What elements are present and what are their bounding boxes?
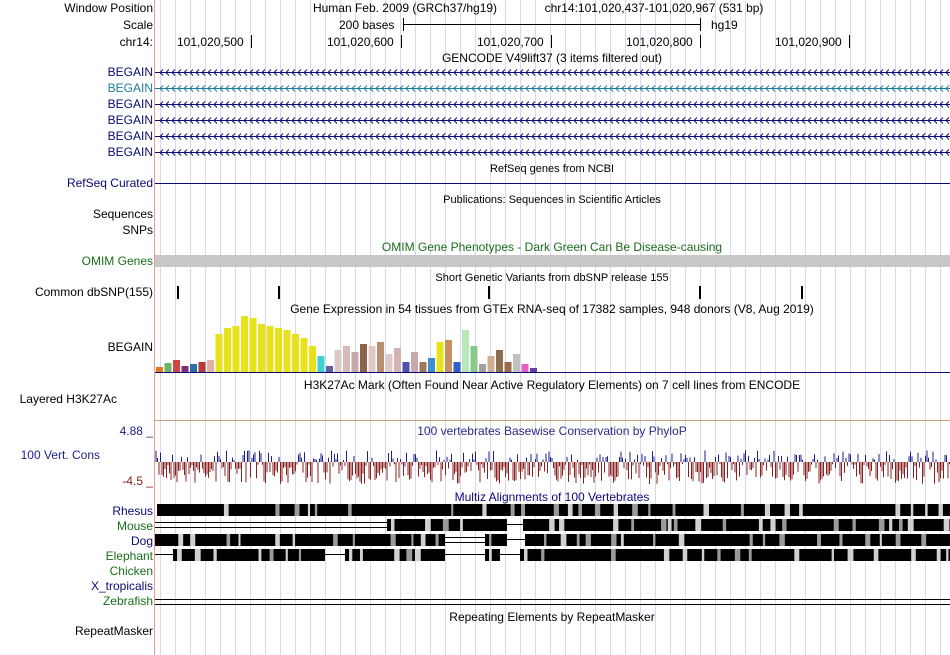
elephant-alignment-mismatch <box>937 549 941 561</box>
dog-alignment-block <box>155 534 445 546</box>
ruler-tick-label-3: 101,020,700 <box>477 35 544 49</box>
elephant-alignment-mismatch <box>489 549 492 561</box>
elephant-alignment-mismatch <box>717 549 720 561</box>
gtex-tissue-bar <box>505 362 512 372</box>
mouse-alignment-mismatch <box>944 519 950 531</box>
chrom-label: chr14: <box>119 35 153 49</box>
gencode-item-label-1[interactable]: BEGAIN <box>107 65 153 79</box>
gtex-tissue-bar <box>318 356 325 372</box>
dbsnp-variant-mark <box>699 286 701 299</box>
gtex-tissue-bar <box>513 354 520 372</box>
dog-alignment-mismatch <box>865 534 870 546</box>
gtex-tissue-bar <box>377 342 384 372</box>
mouse-alignment-mismatch <box>908 519 914 531</box>
phylop-min-label: -4.5 _ <box>122 474 153 488</box>
elephant-alignment-mismatch <box>259 549 262 561</box>
gtex-tissue-bar <box>301 338 308 372</box>
elephant-alignment-mismatch <box>911 549 916 561</box>
elephant-alignment-mismatch <box>832 549 834 561</box>
dog-alignment-mismatch <box>577 534 580 546</box>
rhesus-alignment-mismatch <box>595 504 600 516</box>
elephant-alignment-mismatch <box>394 549 399 561</box>
publications-sequences-label[interactable]: Sequences <box>92 207 153 221</box>
dbsnp-variant-mark <box>177 286 179 299</box>
db-name: hg19 <box>711 18 738 32</box>
assembly-title: Human Feb. 2009 (GRCh37/hg19) <box>312 1 498 15</box>
rhesus-alignment-mismatch <box>632 504 638 516</box>
refseq-curated-label[interactable]: RefSeq Curated <box>66 176 153 190</box>
dog-alignment-mismatch <box>226 534 230 546</box>
omim-genes-label[interactable]: OMIM Genes <box>81 254 153 268</box>
mouse-alignment-mismatch <box>425 519 431 531</box>
track-graphics <box>155 0 950 655</box>
gtex-tissue-bar <box>428 358 435 372</box>
gtex-tissue-bar <box>292 334 299 372</box>
ruler-tick-label-2: 101,020,600 <box>327 35 394 49</box>
rhesus-alignment-mismatch <box>308 504 310 516</box>
omim-track-title[interactable]: OMIM Gene Phenotypes - Dark Green Can Be Disease-causing <box>381 240 723 254</box>
gtex-tissue-bar <box>530 368 537 372</box>
mouse-alignment-mismatch <box>443 519 449 531</box>
dog-alignment-mismatch <box>293 534 295 546</box>
rhesus-alignment-mismatch <box>799 504 803 516</box>
multiz-species-mouse[interactable]: Mouse <box>116 519 153 533</box>
gtex-tissue-bar <box>190 364 197 372</box>
mouse-alignment-mismatch <box>759 519 763 531</box>
rhesus-alignment-mismatch <box>911 504 914 516</box>
repeatmasker-label[interactable]: RepeatMasker <box>74 624 153 638</box>
publications-track-title[interactable]: Publications: Sequences in Scientific Articles <box>443 194 661 206</box>
mouse-alignment-mismatch <box>852 519 855 531</box>
dog-alignment-mismatch <box>238 534 240 546</box>
mouse-alignment-mismatch <box>770 519 775 531</box>
rhesus-alignment-mismatch <box>703 504 709 516</box>
rhesus-alignment-mismatch <box>554 504 559 516</box>
gtex-tissue-bar <box>284 330 291 372</box>
track-image-area[interactable] <box>155 0 950 655</box>
mouse-alignment-mismatch <box>549 519 554 531</box>
rhesus-alignment-mismatch <box>482 504 486 516</box>
dog-alignment-mismatch <box>779 534 784 546</box>
gencode-item-label-2[interactable]: BEGAIN <box>107 81 153 95</box>
elephant-alignment-mismatch <box>794 549 799 561</box>
gtex-tissue-bar <box>411 352 418 372</box>
dog-alignment-mismatch <box>275 534 280 546</box>
mouse-alignment-block <box>523 519 950 531</box>
rhesus-alignment-mismatch <box>578 504 582 516</box>
dog-alignment-mismatch <box>763 534 765 546</box>
ruler-tick-label-5: 101,020,900 <box>775 35 842 49</box>
dog-alignment-mismatch <box>817 534 821 546</box>
dbsnp-variant-mark <box>278 286 280 299</box>
dog-alignment-mismatch <box>611 534 616 546</box>
elephant-alignment-mismatch <box>524 549 528 561</box>
gtex-tissue-bar <box>479 364 486 372</box>
elephant-alignment-mismatch <box>664 549 669 561</box>
gtex-tissue-bar <box>352 352 359 372</box>
gtex-tissue-bar <box>250 318 257 372</box>
snps-label[interactable]: SNPs <box>122 223 153 237</box>
elephant-alignment-mismatch <box>702 549 704 561</box>
gtex-tissue-bar <box>199 362 206 372</box>
mouse-alignment-mismatch <box>695 519 701 531</box>
track-labels-column <box>0 0 153 655</box>
mouse-alignment-mismatch <box>559 519 564 531</box>
gtex-tissue-bar <box>241 316 248 372</box>
ruler-tick-label-4: 101,020,800 <box>626 35 693 49</box>
mouse-alignment-mismatch <box>391 519 394 531</box>
phylop-positive-scores <box>156 450 947 462</box>
multiz-species-elephant[interactable]: Elephant <box>105 549 153 563</box>
gtex-tissue-bar <box>343 346 350 372</box>
rhesus-alignment-mismatch <box>673 504 676 516</box>
mouse-alignment-mismatch <box>889 519 892 531</box>
mouse-alignment-mismatch <box>668 519 672 531</box>
elephant-alignment-mismatch <box>611 549 616 561</box>
rhesus-alignment-mismatch <box>521 504 525 516</box>
rhesus-alignment-mismatch <box>348 504 352 516</box>
multiz-track-title[interactable]: Multiz Alignments of 100 Vertebrates <box>454 490 650 504</box>
gtex-tissue-bar <box>207 360 214 372</box>
gtex-tissue-bar <box>462 330 469 372</box>
gtex-tissue-bar <box>454 362 461 372</box>
gtex-tissue-bar <box>173 360 180 372</box>
multiz-species-xtropicalis[interactable]: X_tropicalis <box>90 579 153 593</box>
gtex-tissue-bar <box>394 348 401 372</box>
multiz-species-rhesus[interactable]: Rhesus <box>112 504 153 518</box>
dog-alignment-mismatch <box>679 534 685 546</box>
multiz-species-dog[interactable]: Dog <box>130 534 153 548</box>
elephant-alignment-mismatch <box>735 549 740 561</box>
mouse-alignment-mismatch <box>782 519 786 531</box>
gencode-item-label-6[interactable]: BEGAIN <box>107 145 153 159</box>
dog-alignment-mismatch <box>333 534 338 546</box>
elephant-alignment-mismatch <box>848 549 854 561</box>
elephant-alignment-mismatch <box>415 549 421 561</box>
multiz-species-zebrafish[interactable]: Zebrafish <box>102 594 153 608</box>
dog-alignment-block <box>525 534 540 546</box>
elephant-alignment-mismatch <box>286 549 288 561</box>
elephant-alignment-mismatch <box>195 549 201 561</box>
mouse-alignment-mismatch <box>661 519 666 531</box>
dog-alignment-mismatch <box>839 534 842 546</box>
dog-alignment-mismatch <box>621 534 624 546</box>
rhesus-alignment-mismatch <box>939 504 943 516</box>
phylop-track-label[interactable]: 100 Vert. Cons <box>20 448 100 462</box>
multiz-species-chicken[interactable]: Chicken <box>109 564 153 578</box>
mouse-alignment-mismatch <box>723 519 726 531</box>
elephant-alignment-mismatch <box>683 549 688 561</box>
rhesus-alignment-mismatch <box>614 504 618 516</box>
gtex-tissue-bar <box>326 366 333 372</box>
rhesus-alignment-mismatch <box>568 504 573 516</box>
rhesus-alignment-mismatch <box>295 504 300 516</box>
elephant-alignment-mismatch <box>406 549 412 561</box>
gencode-track-title[interactable]: GENCODE V49lift37 (3 items filtered out) <box>441 51 663 65</box>
elephant-alignment-mismatch <box>946 549 948 561</box>
dog-alignment-mismatch <box>896 534 901 546</box>
gtex-tissue-bar <box>216 334 223 372</box>
gtex-tissue-bar <box>156 367 163 372</box>
dog-alignment-mismatch <box>561 534 567 546</box>
rhesus-alignment-mismatch <box>648 504 650 516</box>
gtex-tissue-bar <box>233 326 240 372</box>
elephant-alignment-mismatch <box>541 549 544 561</box>
dog-alignment-mismatch <box>178 534 183 546</box>
scale-text: 200 bases <box>339 18 395 32</box>
gtex-tissue-bar <box>437 342 444 372</box>
rhesus-alignment-mismatch <box>741 504 744 516</box>
mouse-alignment-mismatch <box>834 519 839 531</box>
h3k27ac-label[interactable]: Layered H3K27Ac <box>19 392 117 406</box>
dog-alignment-mismatch <box>489 534 491 546</box>
scale-label: Scale <box>122 18 153 32</box>
mouse-alignment-mismatch <box>460 519 463 531</box>
gtex-track-title[interactable]: Gene Expression in 54 tissues from GTEx RNA-seq of 17382 samples, 948 donors (V8, Aug 2019) <box>290 302 814 316</box>
elephant-alignment-mismatch <box>213 549 216 561</box>
gtex-tissue-bar <box>522 364 529 372</box>
window-position-value: chr14:101,020,437-101,020,967 (531 bp) <box>544 1 764 15</box>
rhesus-alignment-mismatch <box>451 504 453 516</box>
h3k27ac-track-title[interactable]: H3K27Ac Mark (Often Found Near Active Regulatory Elements) on 7 cell lines from ENCODE <box>303 378 801 392</box>
dog-alignment-mismatch <box>544 534 546 546</box>
gtex-tissue-bar <box>496 350 503 372</box>
elephant-alignment-mismatch <box>360 549 363 561</box>
mouse-alignment-mismatch <box>674 519 678 531</box>
dog-alignment-mismatch <box>411 534 413 546</box>
rhesus-alignment-mismatch <box>224 504 229 516</box>
gtex-tissue-bar <box>309 346 316 372</box>
elephant-alignment-mismatch <box>349 549 352 561</box>
mouse-alignment-mismatch <box>613 519 618 531</box>
gtex-tissue-bar <box>445 340 452 372</box>
dog-alignment-mismatch <box>190 534 195 546</box>
rhesus-alignment-mismatch <box>925 504 928 516</box>
refseq-track-title[interactable]: RefSeq genes from NCBI <box>489 163 615 175</box>
dog-alignment-block <box>485 534 507 546</box>
gtex-tissue-bar <box>224 328 231 372</box>
dog-alignment-mismatch <box>586 534 591 546</box>
rhesus-alignment-mismatch <box>275 504 279 516</box>
gencode-item-label-3[interactable]: BEGAIN <box>107 97 153 111</box>
dog-alignment-block <box>540 534 950 546</box>
gencode-item-label-4[interactable]: BEGAIN <box>107 113 153 127</box>
rhesus-alignment-mismatch <box>785 504 790 516</box>
phylop-negative-scores <box>159 462 950 484</box>
dog-alignment-mismatch <box>353 534 355 546</box>
elephant-alignment-mismatch <box>270 549 274 561</box>
mouse-alignment-mismatch <box>631 519 634 531</box>
elephant-alignment-mismatch <box>177 549 182 561</box>
elephant-alignment-mismatch <box>874 549 879 561</box>
dog-alignment-mismatch <box>421 534 426 546</box>
gtex-tissue-bar <box>165 363 172 372</box>
gtex-tissue-bar <box>471 346 478 372</box>
dbsnp-variant-mark <box>801 286 803 299</box>
gtex-tissue-bar <box>275 328 282 372</box>
mouse-alignment-mismatch <box>899 519 903 531</box>
elephant-alignment-mismatch <box>299 549 301 561</box>
dbsnp-variant-mark <box>488 286 490 299</box>
common-dbsnp-label[interactable]: Common dbSNP(155) <box>34 285 153 299</box>
window-position-label: Window Position <box>64 1 153 15</box>
dog-alignment-mismatch <box>880 534 882 546</box>
gtex-gene-label[interactable]: BEGAIN <box>107 340 153 354</box>
gtex-tissue-bar <box>335 350 342 372</box>
gtex-tissue-bar <box>369 346 376 372</box>
dog-alignment-mismatch <box>921 534 926 546</box>
phylop-track-title[interactable]: 100 vertebrates Basewise Conservation by PhyloP <box>417 424 687 438</box>
gtex-tissue-bar <box>267 326 274 372</box>
elephant-alignment-block <box>485 549 500 561</box>
rhesus-alignment-mismatch <box>511 504 515 516</box>
elephant-alignment-mismatch <box>749 549 752 561</box>
gtex-tissue-bar <box>258 324 265 372</box>
mouse-alignment-mismatch <box>879 519 885 531</box>
dbsnp-track-title[interactable]: Short Genetic Variants from dbSNP release 155 <box>435 272 669 284</box>
gtex-tissue-bar <box>360 344 367 372</box>
dog-alignment-mismatch <box>436 534 439 546</box>
repeatmasker-track-title[interactable]: Repeating Elements by RepeatMasker <box>449 610 655 624</box>
gtex-tissue-bar <box>403 362 410 372</box>
gtex-tissue-bar <box>488 356 495 372</box>
gtex-tissue-bar <box>386 354 393 372</box>
ruler-tick-label-1: 101,020,500 <box>177 35 244 49</box>
dog-alignment-mismatch <box>653 534 655 546</box>
rhesus-alignment-mismatch <box>895 504 900 516</box>
dog-alignment-mismatch <box>750 534 753 546</box>
rhesus-alignment-mismatch <box>765 504 770 516</box>
gtex-tissue-bar <box>420 362 427 372</box>
gencode-item-label-5[interactable]: BEGAIN <box>107 129 153 143</box>
omim-gene-bar <box>155 255 950 267</box>
gtex-tissue-bar <box>182 366 189 372</box>
rhesus-alignment-mismatch <box>315 504 317 516</box>
phylop-max-label: 4.88 _ <box>119 424 153 438</box>
dog-alignment-mismatch <box>391 534 396 546</box>
